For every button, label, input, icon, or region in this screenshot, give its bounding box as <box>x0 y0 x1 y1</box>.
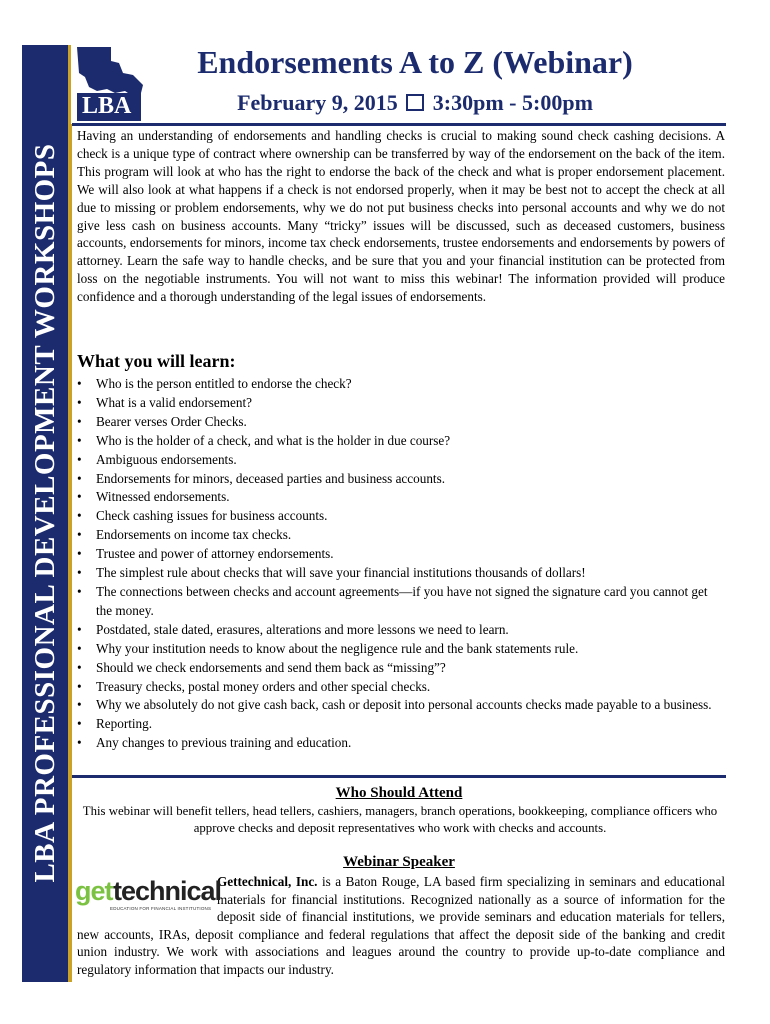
bullet-icon: • <box>77 470 82 486</box>
learn-item-text: Who is the holder of a check, and what is the holder in due course? <box>96 432 451 448</box>
bullet-icon: • <box>77 697 82 713</box>
learn-item-text: Who is the person entitled to endorse the check? <box>96 376 352 391</box>
learn-item-text: Why your institution needs to know about the negligence rule and the bank statements rule. <box>96 640 579 656</box>
learn-item-text: Bearer verses Order Checks. <box>96 413 247 429</box>
bullet-icon: • <box>77 735 82 751</box>
learn-item <box>77 488 725 507</box>
learn-item-text: Check cashing issues for business accounts. <box>96 508 328 524</box>
speaker-name: Gettechnical, Inc. <box>217 874 318 889</box>
learn-item-text: Reporting. <box>96 716 153 732</box>
learn-item-text: Any changes to previous training and education. <box>96 735 352 751</box>
bullet-icon: • <box>77 394 82 410</box>
logo-tagline: EDUCATION FOR FINANCIAL INSTITUTIONS <box>110 906 212 911</box>
speaker-description: is a Baton Rouge, LA based firm specializing in seminars and educational materials for financial institutions. Recognized nationally as a source of information for the deposit side of financial institutions, we provide seminars and education materials for tellers, new accounts, IRAs, deposit compliance and federal regulations that affect the deposit side of the banking and credit union industry. We work with associations and leagues around the country to provide up-to-date compliance and regulatory information that impacts our industry. <box>77 874 725 977</box>
side-banner-accent <box>68 45 72 982</box>
learn-item <box>77 470 725 489</box>
logo-text: LBA <box>82 93 132 119</box>
side-banner-text: LBA PROFESSIONAL DEVELOPMENT WORKSHOPS <box>29 143 61 883</box>
learn-item-text: Ambiguous endorsements. <box>96 451 237 467</box>
header-rule <box>72 123 726 126</box>
learn-item <box>77 526 725 545</box>
checkbox-icon <box>406 94 424 111</box>
bullet-icon: • <box>77 659 82 675</box>
learn-item-text: What is a valid endorsement? <box>96 394 252 410</box>
event-date: February 9, 2015 <box>237 90 398 115</box>
learn-item <box>77 715 725 734</box>
page-title: Endorsements A to Z (Webinar) <box>197 44 633 80</box>
logo-get: get <box>75 876 113 906</box>
bullet-icon: • <box>77 640 82 656</box>
bullet-icon: • <box>77 451 82 467</box>
learn-item <box>77 545 725 564</box>
bullet-icon: • <box>77 489 82 505</box>
learn-item <box>77 621 725 640</box>
learn-item <box>77 564 725 583</box>
intro-paragraph: Having an understanding of endorsements and handling checks is crucial to making sound check cashing decisions. A check is a unique type of contract where ownership can be transferred by way of the endorsement on the back of the item. This program will look at who has the right to endorse the back of the check and what is proper endorsement placement. We will also look at what happens if a check is not endorsed properly, when it may be best not to accept the check at all due to missing or problem endorsements, why we do not put business checks into personal accounts and why we do not give less cash on business accounts. Many “tricky” issues will be discussed, such as deceased customers, business accounts, endorsements for minors, income tax check endorsements, trustee endorsements and endorsements by powers of attorney. Learn the safe way to handle checks, and be sure that you and your financial institution can be protected from loss on the negotiable instruments. You will not want to miss this webinar! The information provided will produce confidence and a thorough understanding of the legal issues of endorsements. <box>77 128 725 305</box>
learn-item <box>77 507 725 526</box>
learn-item <box>77 678 725 697</box>
bullet-icon: • <box>77 432 82 448</box>
learn-item-text: Should we check endorsements and send them back as “missing”? <box>96 659 446 675</box>
learn-item <box>77 375 725 394</box>
learn-item <box>77 432 725 451</box>
event-time: 3:30pm - 5:00pm <box>432 90 593 115</box>
learn-item <box>77 696 725 715</box>
bullet-icon: • <box>77 413 82 429</box>
attend-heading: Who Should Attend <box>335 785 463 801</box>
learn-list <box>77 375 725 753</box>
learn-item-text: Postdated, stale dated, erasures, alterations and more lessons we need to learn. <box>96 621 509 637</box>
learn-item-text: The connections between checks and account agreements—if you have not signed the signature card you cannot get the money. <box>96 583 708 618</box>
learn-item-text: Endorsements for minors, deceased parties and business accounts. <box>96 470 446 486</box>
speaker-heading: Webinar Speaker <box>343 854 455 870</box>
learn-item <box>77 640 725 659</box>
learn-item-text: Endorsements on income tax checks. <box>96 527 292 543</box>
learn-item <box>77 583 725 621</box>
learn-heading: What you will learn: <box>77 351 236 371</box>
bullet-icon: • <box>77 565 82 581</box>
bullet-icon: • <box>77 678 82 694</box>
attend-text: This webinar will benefit tellers, head tellers, cashiers, managers, branch operations, bookkeeping, compliance officers who approve checks and deposit representatives who work with checks and accounts. <box>82 804 718 835</box>
logo-technical: technical <box>113 876 222 906</box>
bullet-icon: • <box>77 716 82 732</box>
attend-rule <box>72 775 726 778</box>
learn-item <box>77 734 725 753</box>
learn-item-text: Trustee and power of attorney endorsements. <box>96 546 334 562</box>
learn-item-text: The simplest rule about checks that will save your financial institutions thousands of dollars! <box>96 565 586 581</box>
bullet-icon: • <box>77 527 82 543</box>
learn-item <box>77 659 725 678</box>
bullet-icon: • <box>77 546 82 562</box>
event-datetime <box>150 90 680 116</box>
learn-item-text: Witnessed endorsements. <box>96 489 230 505</box>
bullet-icon: • <box>77 583 82 599</box>
learn-item <box>77 451 725 470</box>
bullet-icon: • <box>77 508 82 524</box>
learn-item-text: Why we absolutely do not give cash back, cash or deposit into personal accounts checks made payable to a business. <box>96 697 712 713</box>
learn-item-text: Treasury checks, postal money orders and other special checks. <box>96 678 431 694</box>
learn-item <box>77 394 725 413</box>
bullet-icon: • <box>77 621 82 637</box>
learn-item <box>77 413 725 432</box>
bullet-icon: • <box>77 376 82 391</box>
